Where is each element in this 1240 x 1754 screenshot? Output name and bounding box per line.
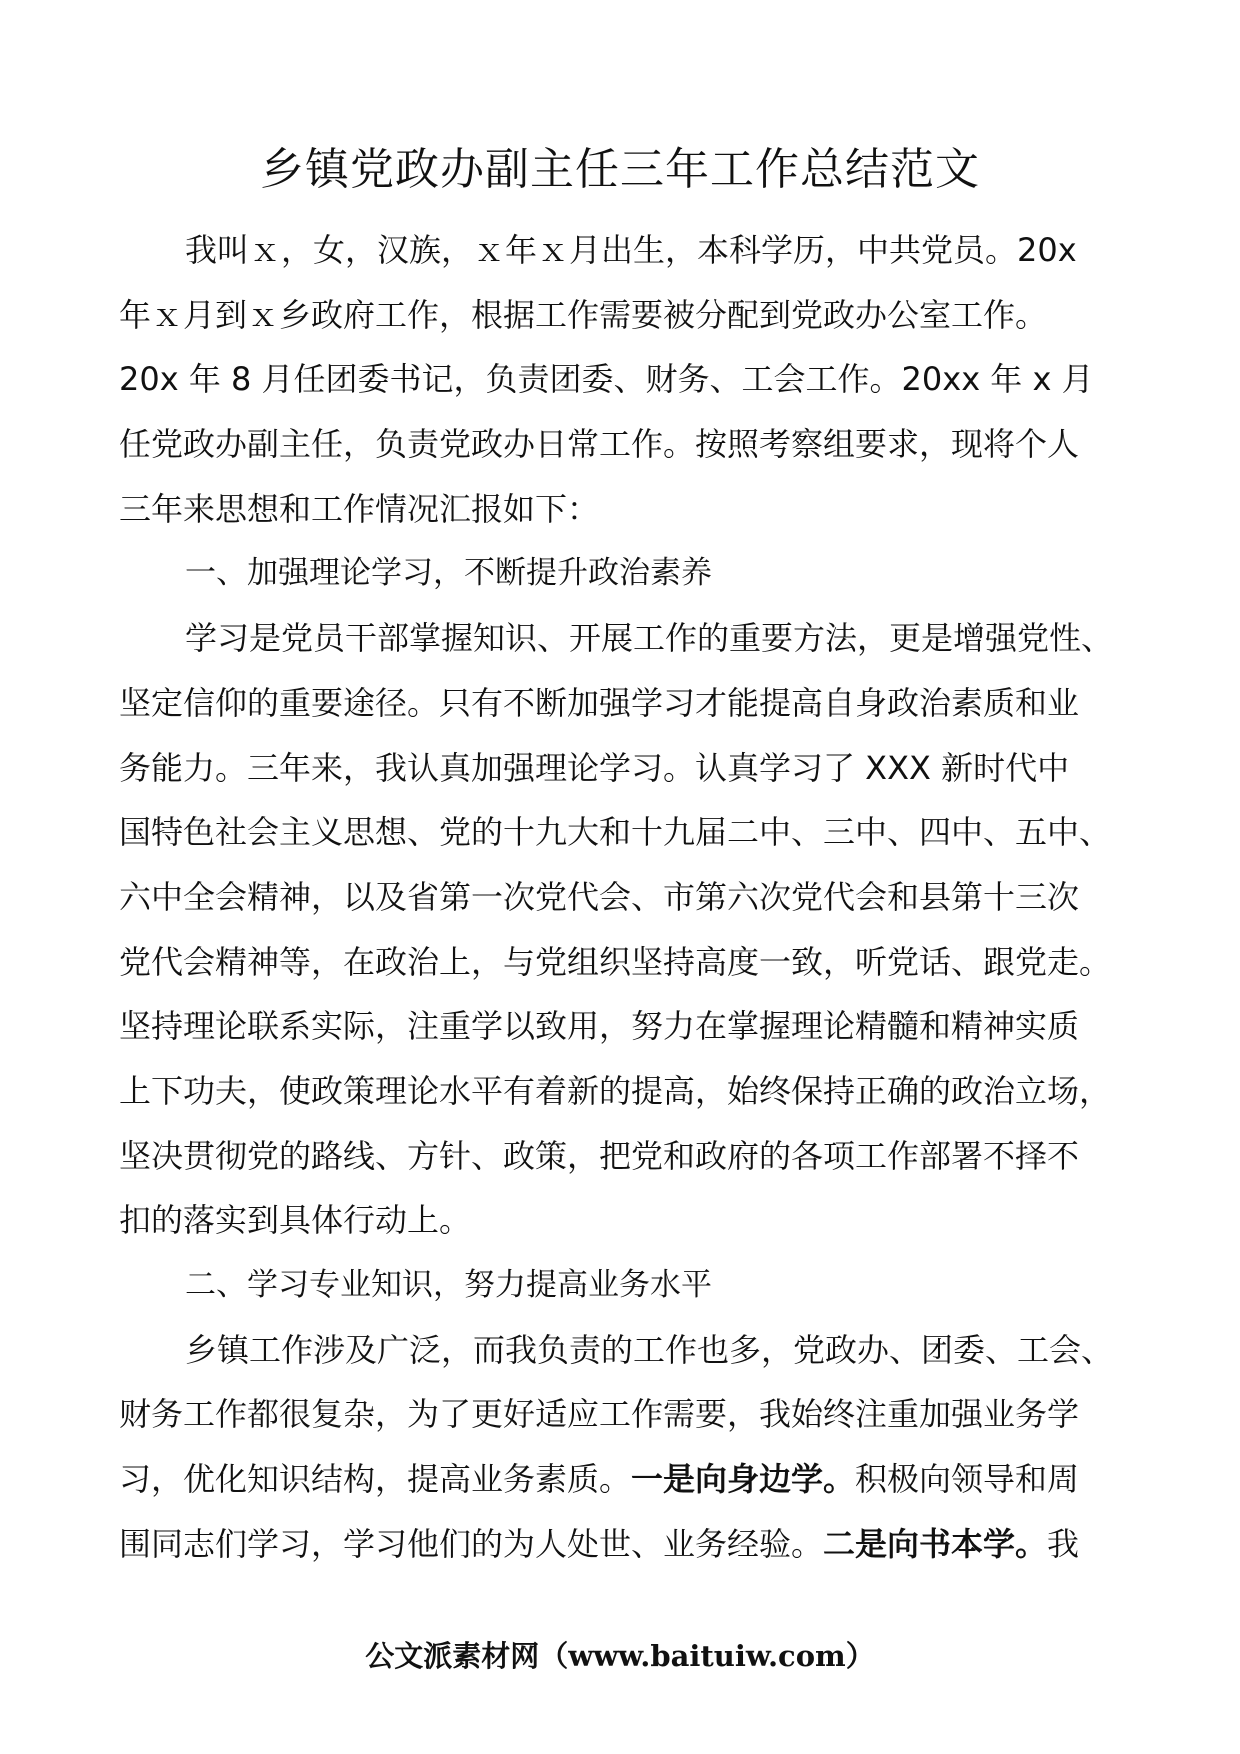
body-text-line (119, 1447, 1139, 1512)
body-text-line (119, 1124, 1139, 1189)
text-run: 一、加强理论学习，不断提升政治素养 (185, 555, 712, 592)
text-run: 扣的落实到具体行动上。 (119, 1201, 472, 1240)
body-text-line (119, 930, 1139, 995)
body-text-line (119, 606, 1139, 671)
body-text-line (119, 1188, 1139, 1253)
text-run: 坚决贯彻党的路线、方针、政策，把党和政府的各项工作部署不择不 (119, 1136, 1080, 1175)
text-run: 20x 年 8 月任团委书记，负责团委、财务、工会工作。20xx 年 x 月 (119, 360, 1094, 399)
text-run: 乡镇工作涉及广泛，而我负责的工作也多，党政办、团委、工会、 (185, 1330, 1114, 1369)
body-text-line (119, 1512, 1139, 1577)
document-title: 乡镇党政办副主任三年工作总结范文 (260, 144, 980, 195)
document-body (119, 218, 1139, 1576)
bold-phrase: 一是向身边学。 (631, 1460, 856, 1499)
body-text-line (119, 671, 1139, 736)
text-run: 坚定信仰的重要途径。只有不断加强学习才能提高自身政治素质和业 (119, 683, 1080, 722)
text-run: 我 (1047, 1524, 1080, 1563)
text-run: 上下功夫，使政策理论水平有着新的提高，始终保持正确的政治立场， (119, 1071, 1112, 1110)
body-text-line (119, 477, 1139, 542)
body-text-line (119, 800, 1139, 865)
body-text-line (119, 218, 1139, 283)
bold-phrase: 二是向书本学。 (823, 1524, 1048, 1563)
body-text-line (119, 1382, 1139, 1447)
footer-watermark: 公文派素材网（www.baituiw.com） (365, 1639, 875, 1673)
text-run: 积极向领导和周 (855, 1460, 1080, 1499)
text-run: 年ｘ月到ｘ乡政府工作，根据工作需要被分配到党政办公室工作。 (119, 295, 1048, 334)
text-run: 三年来思想和工作情况汇报如下： (119, 489, 600, 528)
text-run: 学习是党员干部掌握知识、开展工作的重要方法，更是增强党性、 (185, 619, 1114, 658)
body-text-line (119, 736, 1139, 801)
body-text-line (119, 865, 1139, 930)
text-run: 务能力。三年来，我认真加强理论学习。认真学习了 XXX 新时代中 (119, 748, 1070, 787)
body-text-line (119, 412, 1139, 477)
body-text-line (119, 283, 1139, 348)
text-run: 我叫ｘ，女，汉族，ｘ年ｘ月出生，本科学历，中共党员。20x (185, 231, 1077, 269)
text-run: 财务工作都很复杂，为了更好适应工作需要，我始终注重加强业务学 (119, 1395, 1080, 1434)
body-text-line (119, 1318, 1139, 1383)
section-heading (119, 541, 1139, 606)
text-run: 六中全会精神，以及省第一次党代会、市第六次党代会和县第十三次 (119, 877, 1080, 916)
text-run: 任党政办副主任，负责党政办日常工作。按照考察组要求，现将个人 (119, 425, 1080, 464)
text-run: 坚持理论联系实际，注重学以致用，努力在掌握理论精髓和精神实质 (119, 1007, 1080, 1046)
text-run: 围同志们学习，学习他们的为人处世、业务经验。 (119, 1524, 824, 1563)
body-text-line (119, 1059, 1139, 1124)
text-run: 国特色社会主义思想、党的十九大和十九届二中、三中、四中、五中、 (119, 813, 1112, 852)
body-text-line (119, 994, 1139, 1059)
text-run: 习，优化知识结构，提高业务素质。 (119, 1460, 632, 1499)
section-heading (119, 1253, 1139, 1318)
text-run: 党代会精神等，在政治上，与党组织坚持高度一致，听党话、跟党走。 (119, 942, 1112, 981)
body-text-line (119, 347, 1139, 412)
text-run: 二、学习专业知识，努力提高业务水平 (185, 1267, 712, 1303)
